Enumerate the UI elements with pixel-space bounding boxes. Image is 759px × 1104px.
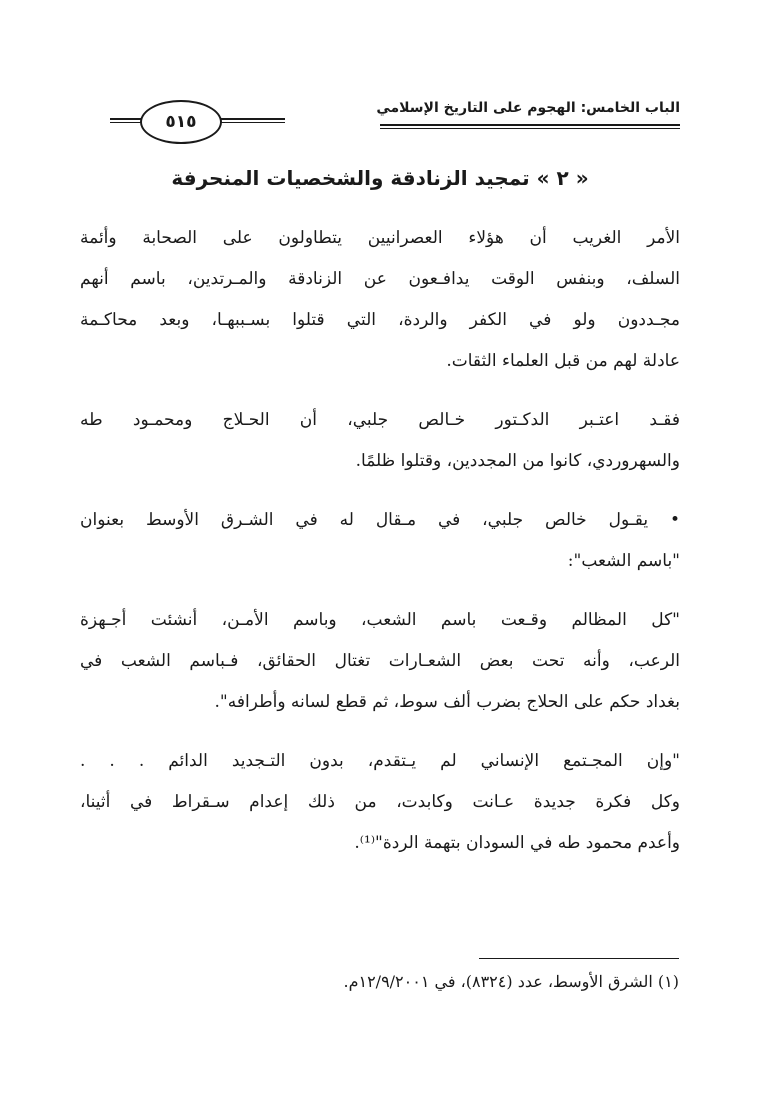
text-line: وكل فكرة جديدة عـانت وكابدت، من ذلك إعدام سـقراط في أثينا، xyxy=(80,792,680,812)
text-line: بغداد حكم على الحلاج بضرب ألف سوط، ثم قطع لسانه وأطرافه". xyxy=(214,692,680,712)
text-line: الأمر الغريب أن هؤلاء العصرانيين يتطاولون على الصحابة وأئمة xyxy=(80,228,680,248)
text-line: مجـددون ولو في الكفر والردة، التي قتلوا بسـببهـا، وبعد محاكـمة xyxy=(80,310,680,330)
text-line: وأعدم محمود طه في السودان بتهمة الردة"⁽¹⁾. xyxy=(354,833,680,853)
page-header xyxy=(110,96,680,140)
header-rule-thin xyxy=(380,128,680,129)
text-line: "كل المظالم وقـعت باسم الشعب، وباسم الأمـن، أنشئت أجـهزة xyxy=(80,610,680,630)
header-rule xyxy=(380,124,680,126)
section-title: « ٢ » تمجيد الزنادقة والشخصيات المنحرفة xyxy=(171,166,589,190)
paragraph xyxy=(80,500,680,582)
text-line: فقـد اعتـبر الدكـتور خـالص جلبي، أن الحـلاج ومحمـود طه xyxy=(80,410,680,430)
paragraph xyxy=(80,741,680,864)
paragraph xyxy=(80,218,680,382)
footnote: (١) الشرق الأوسط، عدد (٨٣٢٤)، في ١٢/٩/٢٠٠١م. xyxy=(343,972,679,991)
page-number: ٥١٥ xyxy=(140,100,222,144)
text-line: "وإن المجـتمع الإنساني لم يـتقدم، بدون التـجديد الدائم . . . xyxy=(80,751,680,771)
text-line: السلف، وبنفس الوقت يدافـعون عن الزنادقة والمـرتدين، باسم أنهم xyxy=(80,269,680,289)
text-line: • يقـول خالص جلبي، في مـقال له في الشـرق الأوسط بعنوان xyxy=(80,510,680,530)
text-line: "باسم الشعب": xyxy=(567,551,680,571)
text-line: عادلة لهم من قبل العلماء الثقات. xyxy=(446,351,680,371)
body-text xyxy=(80,218,680,882)
paragraph xyxy=(80,400,680,482)
chapter-title: الباب الخامس: الهجوم على التاريخ الإسلامي xyxy=(376,100,680,116)
paragraph xyxy=(80,600,680,723)
text-line: والسهروردي، كانوا من المجددين، وقتلوا ظلمًا. xyxy=(355,451,680,471)
text-line: الرعب، وأنه تحت بعض الشعـارات تغتال الحقائق، فـباسم الشعب في xyxy=(80,651,680,671)
footnote-divider xyxy=(479,958,679,959)
